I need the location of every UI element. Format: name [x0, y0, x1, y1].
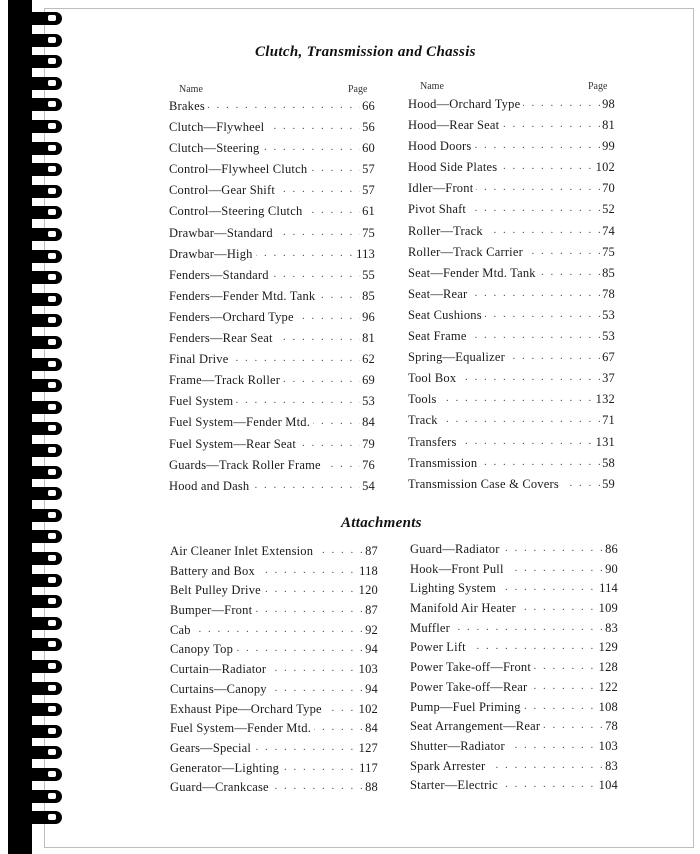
- entry-name: Spring—Equalizer: [408, 350, 508, 365]
- entry-page-number: 78: [605, 719, 618, 734]
- index-entry: [170, 603, 378, 623]
- index-entry: [169, 226, 375, 247]
- entry-name: Manifold Air Heater: [410, 601, 519, 616]
- entry-page-number: 55: [362, 267, 375, 282]
- binding-coil: [28, 487, 62, 500]
- binding-coil: [28, 163, 62, 176]
- section-title-chassis: Clutch, Transmission and Chassis: [255, 44, 476, 60]
- binding-coil: [28, 401, 62, 414]
- entry-page-number: 94: [365, 681, 378, 696]
- binding-coil: [28, 768, 62, 781]
- entry-page-number: 114: [599, 581, 618, 596]
- entry-page-number: 81: [602, 118, 615, 133]
- binding-coil: [28, 682, 62, 695]
- entry-page-number: 92: [365, 622, 378, 637]
- entry-name: Seat—Fender Mtd. Tank: [408, 266, 539, 281]
- binding-coil: [28, 358, 62, 371]
- index-entry: [169, 331, 375, 352]
- entry-page-number: 131: [595, 434, 615, 449]
- index-entry: [410, 719, 618, 739]
- column-header-name-right: Name: [420, 81, 444, 92]
- entry-name: Final Drive: [169, 352, 231, 367]
- entry-page-number: 71: [602, 413, 615, 428]
- entry-name: Pump—Fuel Priming: [410, 700, 524, 715]
- entry-page-number: 74: [602, 223, 615, 238]
- index-entry: [408, 392, 615, 413]
- entry-page-number: 81: [362, 331, 375, 346]
- entry-page-number: 61: [362, 204, 375, 219]
- entry-name: Canopy Top: [170, 642, 236, 657]
- entry-page-number: 56: [362, 120, 375, 135]
- entry-name: Cab: [170, 623, 194, 638]
- entry-name: Curtain—Radiator: [170, 662, 269, 677]
- entry-page-number: 90: [605, 561, 618, 576]
- binding-coil: [28, 271, 62, 284]
- binding-coil: [28, 595, 62, 608]
- index-entry: [170, 544, 378, 564]
- index-entry: [408, 224, 615, 245]
- leader-dots: [170, 623, 378, 635]
- entry-name: Fenders—Fender Mtd. Tank: [169, 289, 318, 304]
- index-entry: [169, 289, 375, 310]
- index-entry: [169, 437, 375, 458]
- index-entry: [410, 739, 618, 759]
- entry-page-number: 66: [362, 99, 375, 113]
- entry-page-number: 102: [358, 701, 378, 716]
- entry-name: Control—Flywheel Clutch: [169, 162, 310, 177]
- index-entry: [410, 601, 618, 621]
- entry-page-number: 57: [362, 183, 375, 198]
- entry-name: Clutch—Flywheel: [169, 120, 267, 135]
- index-entry: [169, 394, 375, 415]
- index-entry: [169, 120, 375, 141]
- entry-page-number: 84: [362, 415, 375, 430]
- entry-name: Spark Arrester: [410, 759, 488, 774]
- entry-page-number: 59: [602, 476, 615, 491]
- binding-coil: [28, 617, 62, 630]
- entry-name: Hook—Front Pull: [410, 562, 507, 577]
- binding-coil: [28, 98, 62, 111]
- entry-name: Hood Side Plates: [408, 160, 500, 175]
- binding-coil: [28, 552, 62, 565]
- index-entry: [169, 415, 375, 436]
- column-header-name-left: Name: [179, 84, 203, 95]
- entry-name: Track: [408, 413, 441, 428]
- entry-page-number: 128: [598, 660, 618, 675]
- entry-page-number: 83: [605, 620, 618, 635]
- entry-name: Hood—Orchard Type: [408, 97, 523, 112]
- entry-name: Fenders—Rear Seat: [169, 331, 276, 346]
- entry-page-number: 108: [598, 699, 618, 714]
- entry-name: Frame—Track Roller: [169, 373, 283, 388]
- entry-page-number: 57: [362, 162, 375, 177]
- entry-page-number: 62: [362, 352, 375, 367]
- entry-name: Curtains—Canopy: [170, 682, 270, 697]
- entry-page-number: 69: [362, 373, 375, 388]
- entry-page-number: 88: [365, 780, 378, 795]
- entry-name: Control—Steering Clutch: [169, 204, 305, 219]
- entry-name: Lighting System: [410, 581, 499, 596]
- entry-name: Air Cleaner Inlet Extension: [170, 544, 316, 559]
- chassis-index-right: [408, 97, 615, 498]
- entry-page-number: 84: [365, 721, 378, 736]
- index-entry: [408, 477, 615, 498]
- entry-name: Seat Arrangement—Rear: [410, 719, 543, 734]
- entry-name: Transfers: [408, 435, 460, 450]
- binding-coil: [28, 34, 62, 47]
- entry-name: Fenders—Orchard Type: [169, 310, 297, 325]
- binding-coil: [28, 293, 62, 306]
- binding-coil: [28, 725, 62, 738]
- index-entry: [169, 479, 375, 500]
- entry-name: Brakes: [169, 99, 208, 114]
- attachments-index-left: [170, 544, 378, 800]
- entry-name: Idler—Front: [408, 181, 476, 196]
- index-entry: [169, 99, 375, 120]
- binding-coil: [28, 185, 62, 198]
- entry-name: Pivot Shaft: [408, 202, 469, 217]
- entry-name: Guard—Crankcase: [170, 780, 272, 795]
- index-entry: [170, 662, 378, 682]
- entry-page-number: 76: [362, 457, 375, 472]
- index-entry: [170, 682, 378, 702]
- index-entry: [408, 181, 615, 202]
- entry-page-number: 75: [362, 225, 375, 240]
- index-entry: [408, 266, 615, 287]
- index-entry: [410, 759, 618, 779]
- index-entry: [170, 583, 378, 603]
- entry-name: Hood Doors: [408, 139, 474, 154]
- binding-coil: [28, 55, 62, 68]
- binding-coil: [28, 660, 62, 673]
- binding-coil: [28, 509, 62, 522]
- entry-page-number: 53: [602, 329, 615, 344]
- entry-name: Generator—Lighting: [170, 761, 282, 776]
- index-entry: [408, 139, 615, 160]
- index-entry: [169, 204, 375, 225]
- index-entry: [169, 458, 375, 479]
- binding-coil: [28, 574, 62, 587]
- entry-name: Shutter—Radiator: [410, 739, 508, 754]
- entry-page-number: 70: [602, 181, 615, 196]
- index-entry: [410, 562, 618, 582]
- index-entry: [408, 350, 615, 371]
- entry-name: Guards—Track Roller Frame: [169, 458, 324, 473]
- binding-coil: [28, 811, 62, 824]
- binding-coil: [28, 746, 62, 759]
- entry-page-number: 58: [602, 455, 615, 470]
- index-entry: [169, 373, 375, 394]
- index-entry: [410, 640, 618, 660]
- binding-coil: [28, 250, 62, 263]
- entry-name: Muffler: [410, 621, 453, 636]
- column-header-page-right: Page: [588, 81, 608, 92]
- entry-name: Bumper—Front: [170, 603, 255, 618]
- binding-coil: [28, 703, 62, 716]
- index-entry: [410, 680, 618, 700]
- section-title-attachments: Attachments: [341, 515, 422, 531]
- entry-page-number: 52: [602, 202, 615, 217]
- index-entry: [170, 741, 378, 761]
- binding-coil: [28, 228, 62, 241]
- index-entry: [408, 118, 615, 139]
- entry-page-number: 87: [365, 603, 378, 618]
- entry-page-number: 87: [365, 544, 378, 558]
- entry-name: Hood—Rear Seat: [408, 118, 502, 133]
- index-entry: [170, 761, 378, 781]
- index-entry: [169, 162, 375, 183]
- entry-page-number: 118: [359, 563, 378, 578]
- index-entry: [408, 371, 615, 392]
- chassis-index-left: [169, 99, 375, 500]
- entry-page-number: 99: [602, 139, 615, 154]
- entry-name: Hood and Dash: [169, 479, 252, 494]
- entry-page-number: 53: [362, 394, 375, 409]
- entry-name: Seat Cushions: [408, 308, 485, 323]
- index-entry: [408, 435, 615, 456]
- index-entry: [169, 183, 375, 204]
- binding-coil: [28, 12, 62, 25]
- binding-coil: [28, 314, 62, 327]
- index-entry: [169, 310, 375, 331]
- entry-page-number: 60: [362, 141, 375, 156]
- index-entry: [410, 660, 618, 680]
- binding-coil: [28, 142, 62, 155]
- index-entry: [169, 268, 375, 289]
- index-entry: [170, 564, 378, 584]
- entry-name: Control—Gear Shift: [169, 183, 278, 198]
- index-entry: [410, 778, 618, 798]
- entry-name: Power Lift: [410, 640, 469, 655]
- entry-name: Seat Frame: [408, 329, 470, 344]
- entry-page-number: 85: [362, 288, 375, 303]
- index-entry: [408, 329, 615, 350]
- column-header-page-left: Page: [348, 84, 368, 95]
- binding-coil: [28, 77, 62, 90]
- entry-name: Fuel System: [169, 394, 236, 409]
- index-entry: [408, 245, 615, 266]
- binding-coil: [28, 444, 62, 457]
- entry-page-number: 104: [598, 778, 618, 793]
- entry-name: Gears—Special: [170, 741, 254, 756]
- entry-name: Transmission Case & Covers: [408, 477, 562, 492]
- entry-name: Fuel System—Fender Mtd.: [169, 415, 313, 430]
- attachments-index-right: [410, 542, 618, 798]
- index-entry: [170, 780, 378, 800]
- index-entry: [408, 308, 615, 329]
- entry-page-number: 53: [602, 307, 615, 322]
- entry-name: Fenders—Standard: [169, 268, 272, 283]
- entry-page-number: 120: [358, 583, 378, 598]
- entry-page-number: 103: [598, 738, 618, 753]
- entry-page-number: 54: [362, 478, 375, 493]
- binding-coil: [28, 422, 62, 435]
- index-entry: [408, 160, 615, 181]
- entry-page-number: 78: [602, 286, 615, 301]
- index-entry: [170, 721, 378, 741]
- entry-name: Seat—Rear: [408, 287, 470, 302]
- binding-coil: [28, 790, 62, 803]
- index-entry: [410, 700, 618, 720]
- binding-coil: [28, 466, 62, 479]
- index-entry: [170, 623, 378, 643]
- index-entry: [170, 702, 378, 722]
- entry-name: Starter—Electric: [410, 778, 501, 793]
- entry-name: Drawbar—High: [169, 247, 256, 262]
- spiral-binding: [0, 0, 70, 854]
- entry-name: Tool Box: [408, 371, 459, 386]
- index-entry: [410, 581, 618, 601]
- entry-page-number: 85: [602, 265, 615, 280]
- entry-name: Battery and Box: [170, 564, 258, 579]
- entry-page-number: 129: [598, 640, 618, 655]
- index-entry: [169, 141, 375, 162]
- entry-page-number: 94: [365, 642, 378, 657]
- binding-coil: [28, 206, 62, 219]
- binding-coil: [28, 379, 62, 392]
- entry-name: Power Take-off—Rear: [410, 680, 530, 695]
- entry-name: Power Take-off—Front: [410, 660, 534, 675]
- entry-page-number: 132: [595, 392, 615, 407]
- entry-page-number: 83: [605, 758, 618, 773]
- entry-name: Belt Pulley Drive: [170, 583, 264, 598]
- entry-page-number: 96: [362, 309, 375, 324]
- entry-name: Roller—Track: [408, 224, 486, 239]
- entry-page-number: 67: [602, 350, 615, 365]
- entry-page-number: 79: [362, 436, 375, 451]
- entry-page-number: 103: [358, 662, 378, 677]
- binding-coil: [28, 120, 62, 133]
- entry-page-number: 75: [602, 244, 615, 259]
- index-entry: [410, 621, 618, 641]
- index-entry: [410, 542, 618, 562]
- index-entry: [408, 97, 615, 118]
- entry-page-number: 109: [598, 601, 618, 616]
- index-entry: [170, 642, 378, 662]
- index-entry: [408, 202, 615, 223]
- entry-page-number: 127: [358, 740, 378, 755]
- entry-name: Drawbar—Standard: [169, 226, 276, 241]
- binding-coil: [28, 530, 62, 543]
- index-entry: [408, 413, 615, 434]
- entry-page-number: 37: [602, 371, 615, 386]
- binding-coil: [28, 638, 62, 651]
- entry-name: Clutch—Steering: [169, 141, 263, 156]
- entry-page-number: 98: [602, 97, 615, 111]
- entry-page-number: 102: [595, 160, 615, 175]
- entry-page-number: 117: [359, 760, 378, 775]
- index-entry: [169, 247, 375, 268]
- entry-name: Exhaust Pipe—Orchard Type: [170, 702, 325, 717]
- entry-name: Guard—Radiator: [410, 542, 503, 557]
- entry-page-number: 86: [605, 542, 618, 556]
- entry-name: Fuel System—Fender Mtd.: [170, 721, 314, 736]
- entry-name: Tools: [408, 392, 440, 407]
- index-entry: [408, 456, 615, 477]
- index-entry: [408, 287, 615, 308]
- entry-page-number: 122: [598, 679, 618, 694]
- entry-name: Roller—Track Carrier: [408, 245, 526, 260]
- entry-name: Fuel System—Rear Seat: [169, 437, 299, 452]
- index-entry: [169, 352, 375, 373]
- binding-coil: [28, 336, 62, 349]
- entry-page-number: 113: [356, 246, 375, 261]
- entry-name: Transmission: [408, 456, 480, 471]
